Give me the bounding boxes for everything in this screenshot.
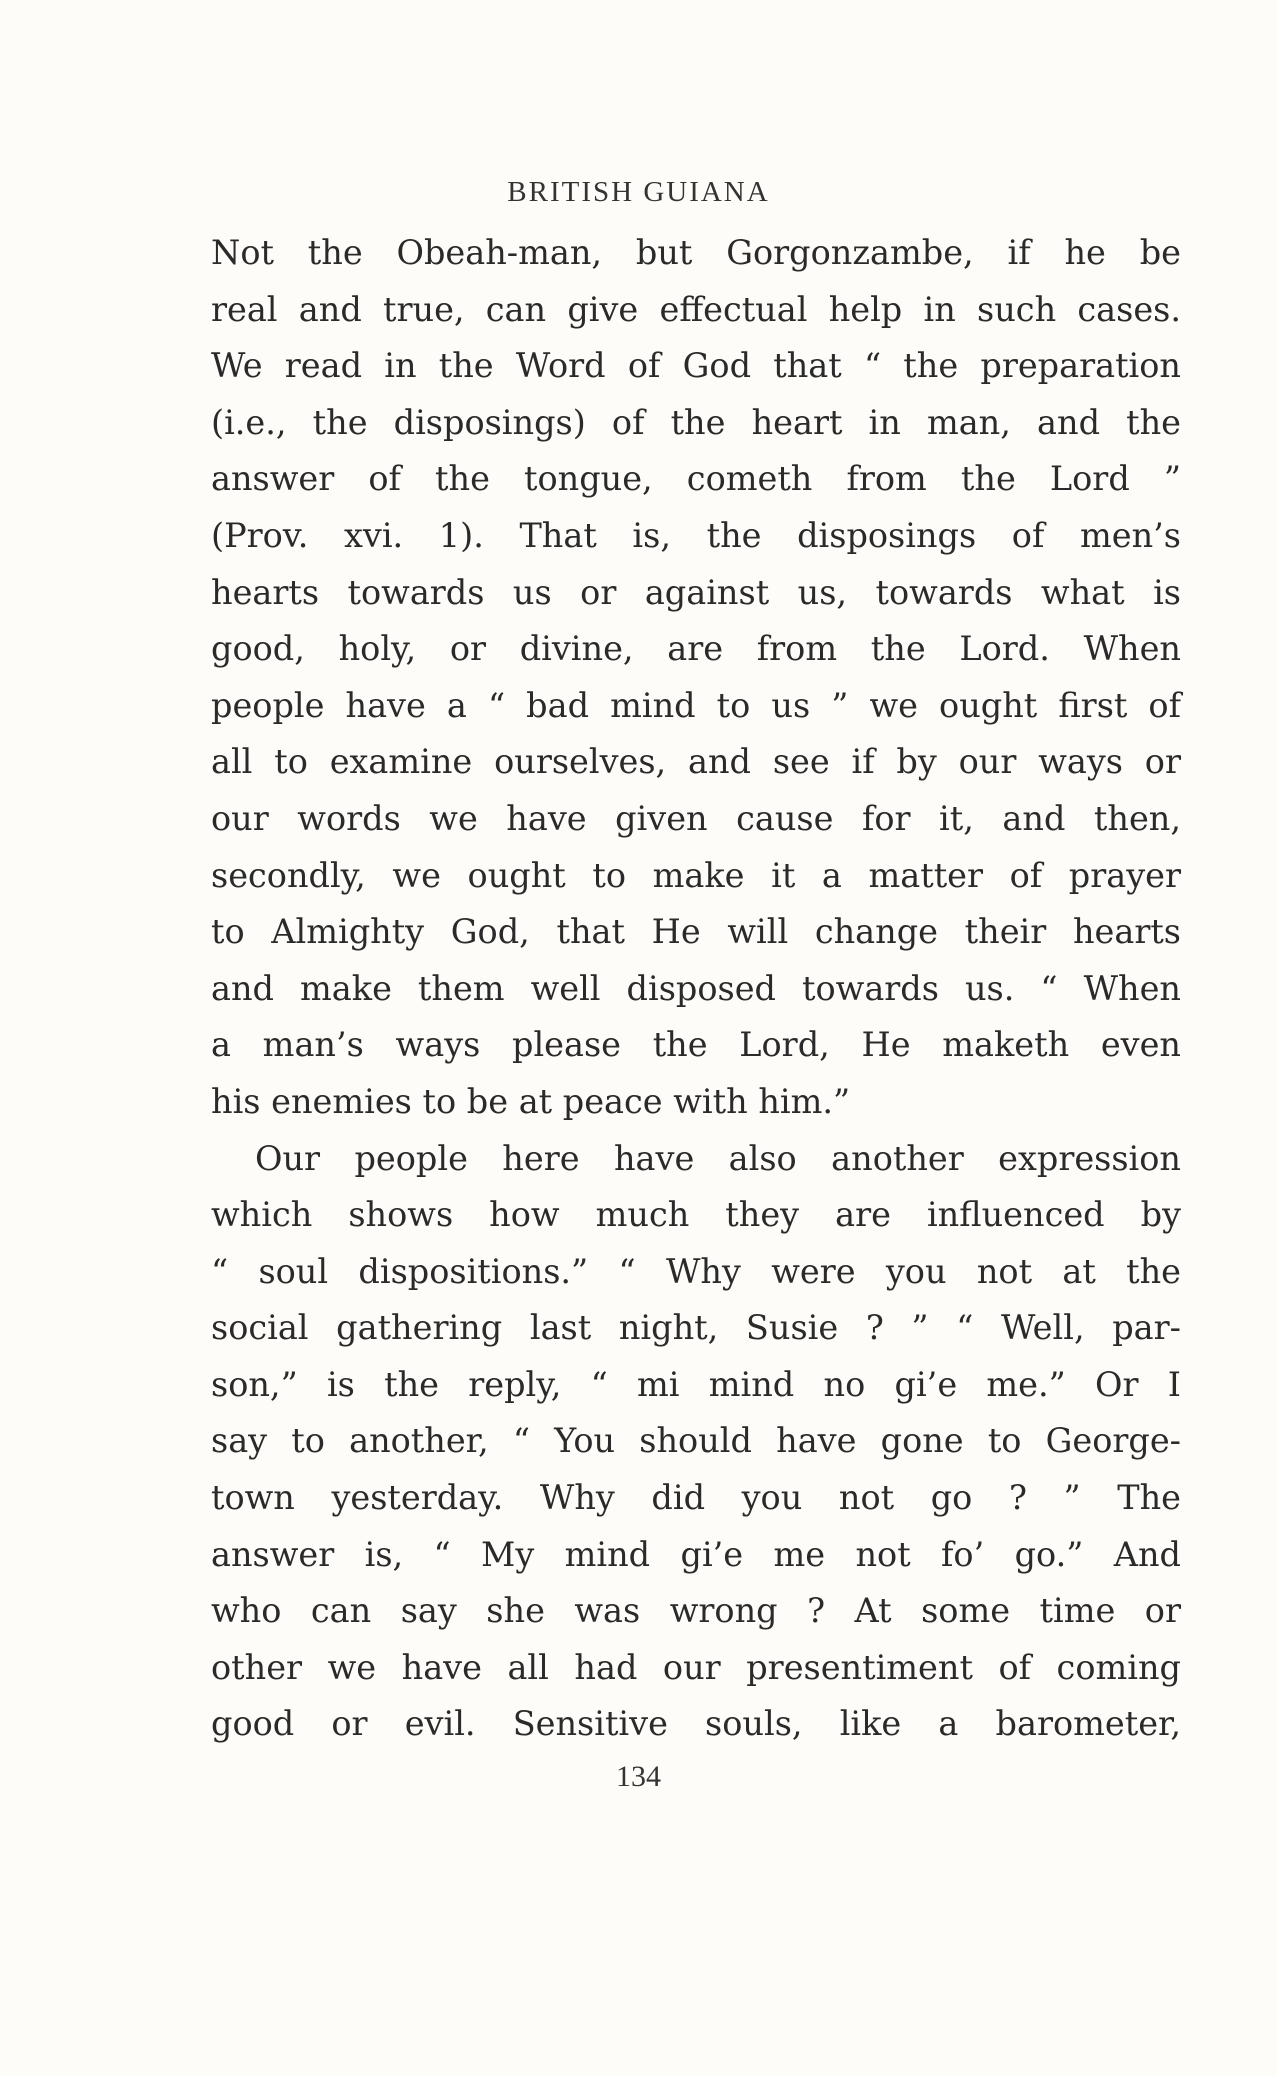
text-line: his enemies to be at peace with him.” bbox=[211, 1081, 851, 1121]
text-line: say to another, “ You should have gone to George- bbox=[211, 1421, 1181, 1461]
text-line: son,” is the reply, “ mi mind no gi’e me.” Or I bbox=[211, 1364, 1181, 1404]
text-line: hearts towards us or against us, towards what is bbox=[211, 572, 1181, 612]
text-line: Our people here have also another expression bbox=[255, 1138, 1181, 1178]
text-line: our words we have given cause for it, and then, bbox=[211, 798, 1181, 838]
text-line: (Prov. xvi. 1). That is, the disposings of men’s bbox=[211, 515, 1181, 555]
text-line: town yesterday. Why did you not go ? ” The bbox=[211, 1478, 1181, 1518]
text-line: which shows how much they are influenced by bbox=[211, 1195, 1181, 1235]
page-number: 134 bbox=[616, 1760, 661, 1793]
text-line: real and true, can give effectual help in such cases. bbox=[211, 289, 1181, 329]
text-line: who can say she was wrong ? At some time or bbox=[211, 1591, 1181, 1631]
text-line: secondly, we ought to make it a matter of prayer bbox=[211, 855, 1181, 895]
text-line: “ soul dispositions.” “ Why were you not at the bbox=[211, 1251, 1181, 1291]
text-line: good, holy, or divine, are from the Lord. When bbox=[211, 629, 1181, 669]
text-line: other we have all had our presentiment of coming bbox=[211, 1647, 1181, 1687]
text-line: to Almighty God, that He will change their hearts bbox=[211, 912, 1181, 952]
text-line: (i.e., the disposings) of the heart in man, and the bbox=[211, 402, 1181, 442]
body-text bbox=[211, 225, 1181, 1753]
text-line: good or evil. Sensitive souls, like a barometer, bbox=[211, 1704, 1181, 1744]
text-line: social gathering last night, Susie ? ” “ Well, par- bbox=[211, 1308, 1181, 1348]
running-head: BRITISH GUIANA bbox=[507, 176, 770, 208]
text-line: all to examine ourselves, and see if by our ways or bbox=[211, 742, 1181, 782]
text-line: a man’s ways please the Lord, He maketh even bbox=[211, 1025, 1181, 1065]
text-line: We read in the Word of God that “ the preparation bbox=[211, 346, 1181, 386]
text-line: answer of the tongue, cometh from the Lord ” bbox=[211, 459, 1181, 499]
text-line: answer is, “ My mind gi’e me not fo’ go.” And bbox=[211, 1534, 1181, 1574]
text-line: people have a “ bad mind to us ” we ought first of bbox=[211, 685, 1181, 725]
text-line: and make them well disposed towards us. “ When bbox=[211, 968, 1181, 1008]
text-line: Not the Obeah-man, but Gorgonzambe, if he be bbox=[211, 233, 1181, 272]
